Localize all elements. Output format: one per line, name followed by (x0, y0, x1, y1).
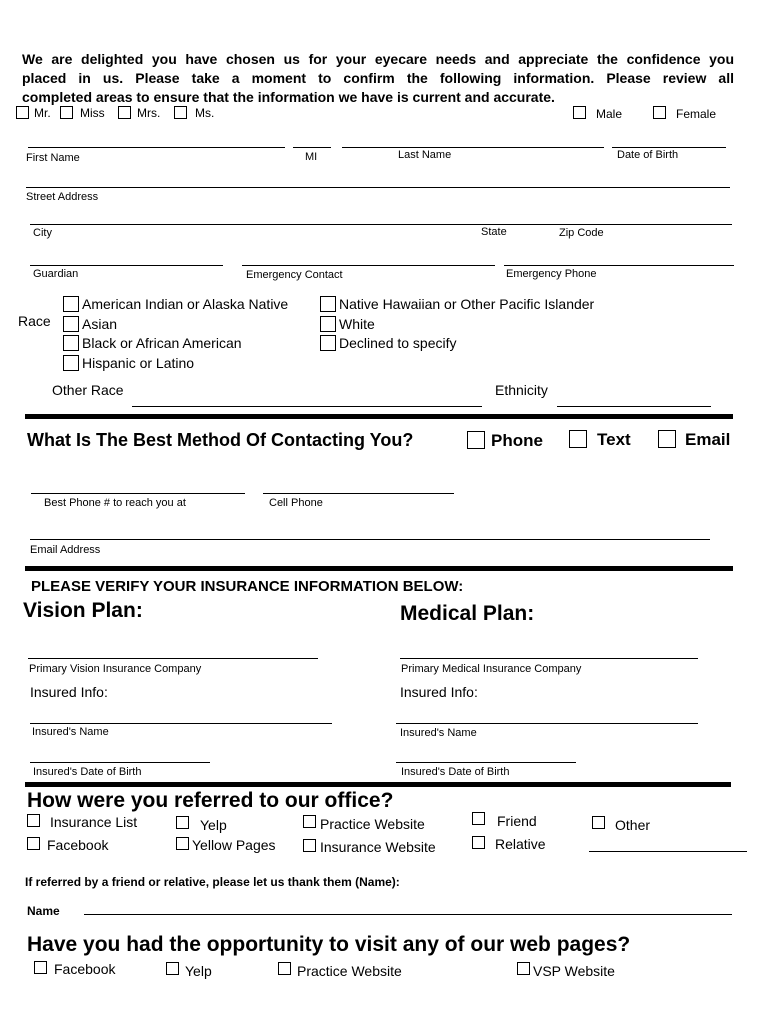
vision-insured-name-field[interactable] (30, 723, 332, 724)
contact-text-checkbox[interactable] (569, 430, 587, 448)
male-label: Male (596, 107, 623, 121)
ref-yellow-pages-checkbox[interactable] (176, 837, 189, 850)
vision-plan-title: Vision Plan: (23, 599, 143, 622)
race-black-label: Black or African American (82, 335, 242, 351)
referral-name-field[interactable] (84, 914, 732, 915)
contact-email-label: Email (685, 430, 731, 449)
web-pages-question: Have you had the opportunity to visit any of our web pages? (27, 933, 631, 956)
ethnicity-label: Ethnicity (495, 382, 548, 398)
race-white-label: White (339, 316, 375, 332)
section-divider (25, 566, 733, 571)
last-name-field[interactable] (342, 147, 604, 148)
guardian-label: Guardian (33, 268, 79, 280)
intro-line-3: completed areas to ensure that the information we have is current and accurate. (22, 89, 555, 105)
street-address-field[interactable] (26, 187, 730, 188)
emergency-phone-label: Emergency Phone (506, 268, 597, 280)
race-declined-label: Declined to specify (339, 335, 457, 351)
race-hispanic-checkbox[interactable] (63, 355, 79, 371)
web-yelp-label: Yelp (185, 963, 212, 979)
other-race-field[interactable] (132, 406, 482, 407)
medical-insured-info-label: Insured Info: (400, 684, 478, 700)
ref-yelp-checkbox[interactable] (176, 816, 189, 829)
race-american-indian-checkbox[interactable] (63, 296, 79, 312)
miss-label: Miss (80, 106, 105, 120)
medical-insured-dob-label: Insured's Date of Birth (401, 766, 510, 778)
ref-friend-label: Friend (497, 813, 537, 829)
guardian-field[interactable] (30, 265, 223, 266)
vision-insured-dob-label: Insured's Date of Birth (33, 766, 142, 778)
vision-insured-dob-field[interactable] (30, 762, 210, 763)
emergency-contact-field[interactable] (242, 265, 495, 266)
web-practice-website-label: Practice Website (297, 963, 402, 979)
ref-other-field[interactable] (589, 851, 747, 852)
ref-practice-website-label: Practice Website (320, 816, 425, 832)
mi-field[interactable] (293, 147, 331, 148)
cell-phone-label: Cell Phone (269, 497, 323, 509)
section-divider (25, 782, 731, 787)
ms-label: Ms. (195, 106, 215, 120)
vision-company-field[interactable] (28, 658, 318, 659)
ref-insurance-website-checkbox[interactable] (303, 839, 316, 852)
race-declined-checkbox[interactable] (320, 335, 336, 351)
contact-method-question: What Is The Best Method Of Contacting You? (27, 430, 414, 450)
referral-question: How were you referred to our office? (27, 789, 394, 812)
emergency-contact-label: Emergency Contact (246, 269, 343, 281)
city-state-zip-field[interactable] (30, 224, 732, 225)
race-hispanic-label: Hispanic or Latino (82, 355, 195, 371)
vision-insured-info-label: Insured Info: (30, 684, 108, 700)
email-address-field[interactable] (30, 539, 710, 540)
ref-other-checkbox[interactable] (592, 816, 605, 829)
email-address-label: Email Address (30, 544, 101, 556)
race-label: Race (18, 313, 51, 329)
mrs-checkbox[interactable] (118, 106, 131, 119)
last-name-label: Last Name (398, 149, 452, 161)
race-asian-checkbox[interactable] (63, 316, 79, 332)
first-name-field[interactable] (28, 147, 285, 148)
race-asian-label: Asian (82, 316, 118, 332)
ethnicity-field[interactable] (557, 406, 711, 407)
miss-checkbox[interactable] (60, 106, 73, 119)
mr-checkbox[interactable] (16, 106, 29, 119)
race-black-checkbox[interactable] (63, 335, 79, 351)
other-race-label: Other Race (52, 382, 124, 398)
mrs-label: Mrs. (137, 106, 161, 120)
web-practice-website-checkbox[interactable] (278, 962, 291, 975)
female-checkbox[interactable] (653, 106, 666, 119)
state-label: State (481, 226, 507, 238)
best-phone-field[interactable] (31, 493, 245, 494)
mi-label: MI (305, 151, 318, 163)
insurance-heading: PLEASE VERIFY YOUR INSURANCE INFORMATION BELOW: (31, 578, 464, 595)
medical-company-label: Primary Medical Insurance Company (401, 663, 582, 675)
race-native-hawaiian-label: Native Hawaiian or Other Pacific Islander (339, 296, 595, 312)
race-white-checkbox[interactable] (320, 316, 336, 332)
race-native-hawaiian-checkbox[interactable] (320, 296, 336, 312)
contact-phone-label: Phone (491, 431, 543, 450)
city-label: City (33, 227, 52, 239)
intro-paragraph (22, 50, 734, 107)
mr-label: Mr. (34, 106, 51, 120)
ref-facebook-label: Facebook (47, 837, 109, 853)
ref-facebook-checkbox[interactable] (27, 837, 40, 850)
medical-plan-title: Medical Plan: (400, 602, 535, 625)
web-facebook-label: Facebook (54, 961, 116, 977)
intro-line-1: We are delighted you have chosen us for your eyecare needs and appreciate the confidence you (22, 51, 734, 67)
emergency-phone-field[interactable] (504, 265, 734, 266)
contact-email-checkbox[interactable] (658, 430, 676, 448)
ref-practice-website-checkbox[interactable] (303, 815, 316, 828)
ref-other-label: Other (615, 817, 651, 833)
referral-thanks-prompt: If referred by a friend or relative, please let us thank them (Name): (25, 875, 400, 889)
contact-text-label: Text (597, 430, 631, 449)
ref-yelp-label: Yelp (200, 817, 227, 833)
vision-company-label: Primary Vision Insurance Company (29, 663, 202, 675)
medical-company-field[interactable] (400, 658, 698, 659)
race-american-indian-label: American Indian or Alaska Native (82, 296, 289, 312)
ms-checkbox[interactable] (174, 106, 187, 119)
ref-friend-checkbox[interactable] (472, 812, 485, 825)
best-phone-label: Best Phone # to reach you at (44, 497, 186, 509)
web-vsp-website-checkbox[interactable] (517, 962, 530, 975)
ref-relative-checkbox[interactable] (472, 836, 485, 849)
referral-name-label: Name (27, 904, 60, 918)
first-name-label: First Name (26, 152, 80, 164)
contact-phone-checkbox[interactable] (467, 431, 485, 449)
dob-label: Date of Birth (617, 149, 679, 161)
ref-insurance-list-checkbox[interactable] (27, 814, 40, 827)
cell-phone-field[interactable] (263, 493, 454, 494)
web-vsp-website-label: VSP Website (533, 963, 615, 979)
zip-label: Zip Code (559, 227, 604, 239)
ref-insurance-list-label: Insurance List (50, 814, 138, 830)
intro-line-2: placed in us. Please take a moment to confirm the following information. Please review all (22, 70, 734, 86)
medical-insured-dob-field[interactable] (396, 762, 576, 763)
web-yelp-checkbox[interactable] (166, 962, 179, 975)
ref-insurance-website-label: Insurance Website (320, 839, 436, 855)
medical-insured-name-field[interactable] (396, 723, 698, 724)
ref-yellow-pages-label: Yellow Pages (192, 837, 276, 853)
male-checkbox[interactable] (573, 106, 586, 119)
female-label: Female (676, 107, 717, 121)
ref-relative-label: Relative (495, 836, 546, 852)
dob-field[interactable] (612, 147, 726, 148)
vision-insured-name-label: Insured's Name (32, 726, 109, 738)
street-address-label: Street Address (26, 191, 99, 203)
section-divider (25, 414, 733, 419)
web-facebook-checkbox[interactable] (34, 961, 47, 974)
medical-insured-name-label: Insured's Name (400, 727, 477, 739)
